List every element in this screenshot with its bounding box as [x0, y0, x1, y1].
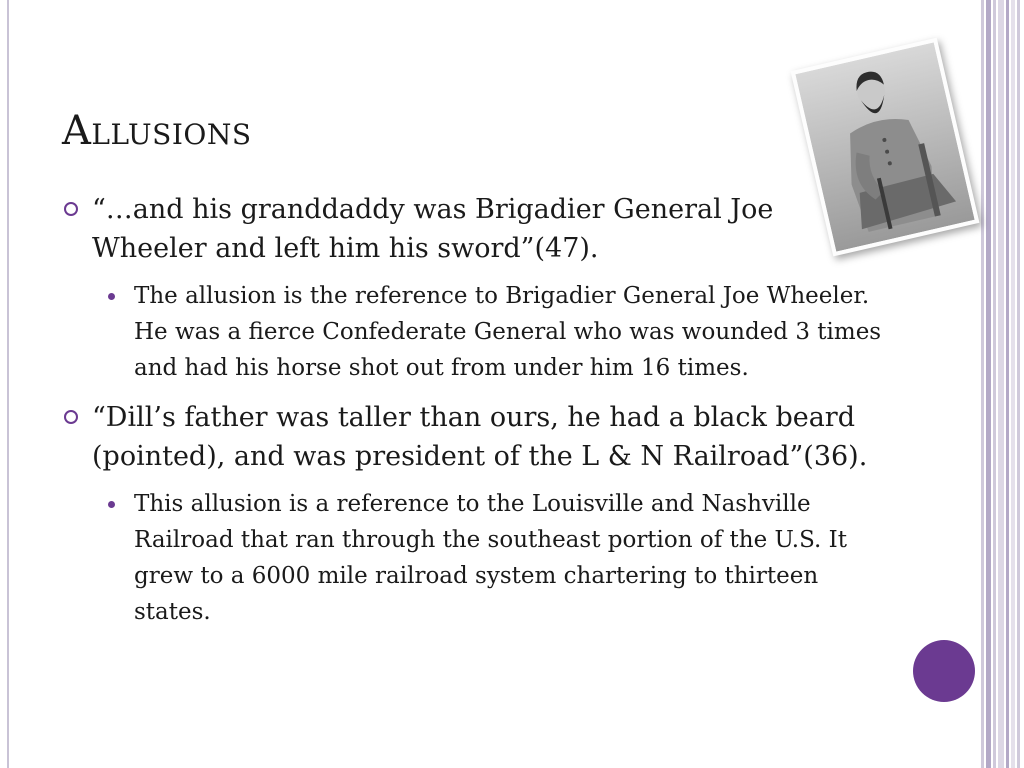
dot-bullet-icon [108, 501, 115, 508]
decorative-stripe [998, 0, 1004, 768]
decorative-stripe [986, 0, 991, 768]
bullet-text: “…and his granddaddy was Brigadier General Joe Wheeler and left him his sword”(47). [92, 194, 774, 264]
bullet-item [62, 190, 852, 268]
sub-bullet-text: The allusion is the reference to Brigadier General Joe Wheeler. He was a fierce Confederate General who was wounded 3 times and had his horse shot out from under him 16 times. [134, 283, 882, 381]
bullet-list [62, 190, 882, 642]
bullet-text: “Dill’s father was taller than ours, he had a black beard (pointed), and was president of the L & N Railroad”(36). [92, 402, 868, 472]
decorative-purple-circle [913, 640, 975, 702]
decorative-stripe [1011, 0, 1015, 768]
sub-bullet-text: This allusion is a reference to the Louisville and Nashville Railroad that ran through the southeast portion of the U.S. It grew to a 6000 mile railroad system chartering to thirteen states. [134, 491, 847, 625]
slide-title: Allusions [62, 108, 252, 154]
decorative-stripe [1006, 0, 1009, 768]
bullet-item [62, 398, 902, 476]
decorative-stripe [1017, 0, 1020, 768]
dot-bullet-icon [108, 293, 115, 300]
decorative-stripe [981, 0, 984, 768]
decorative-stripe [993, 0, 996, 768]
sub-bullet-item [62, 486, 882, 630]
ring-bullet-icon [64, 202, 78, 216]
ring-bullet-icon [64, 410, 78, 424]
sub-bullet-item [62, 278, 882, 386]
left-border-line [7, 0, 9, 768]
